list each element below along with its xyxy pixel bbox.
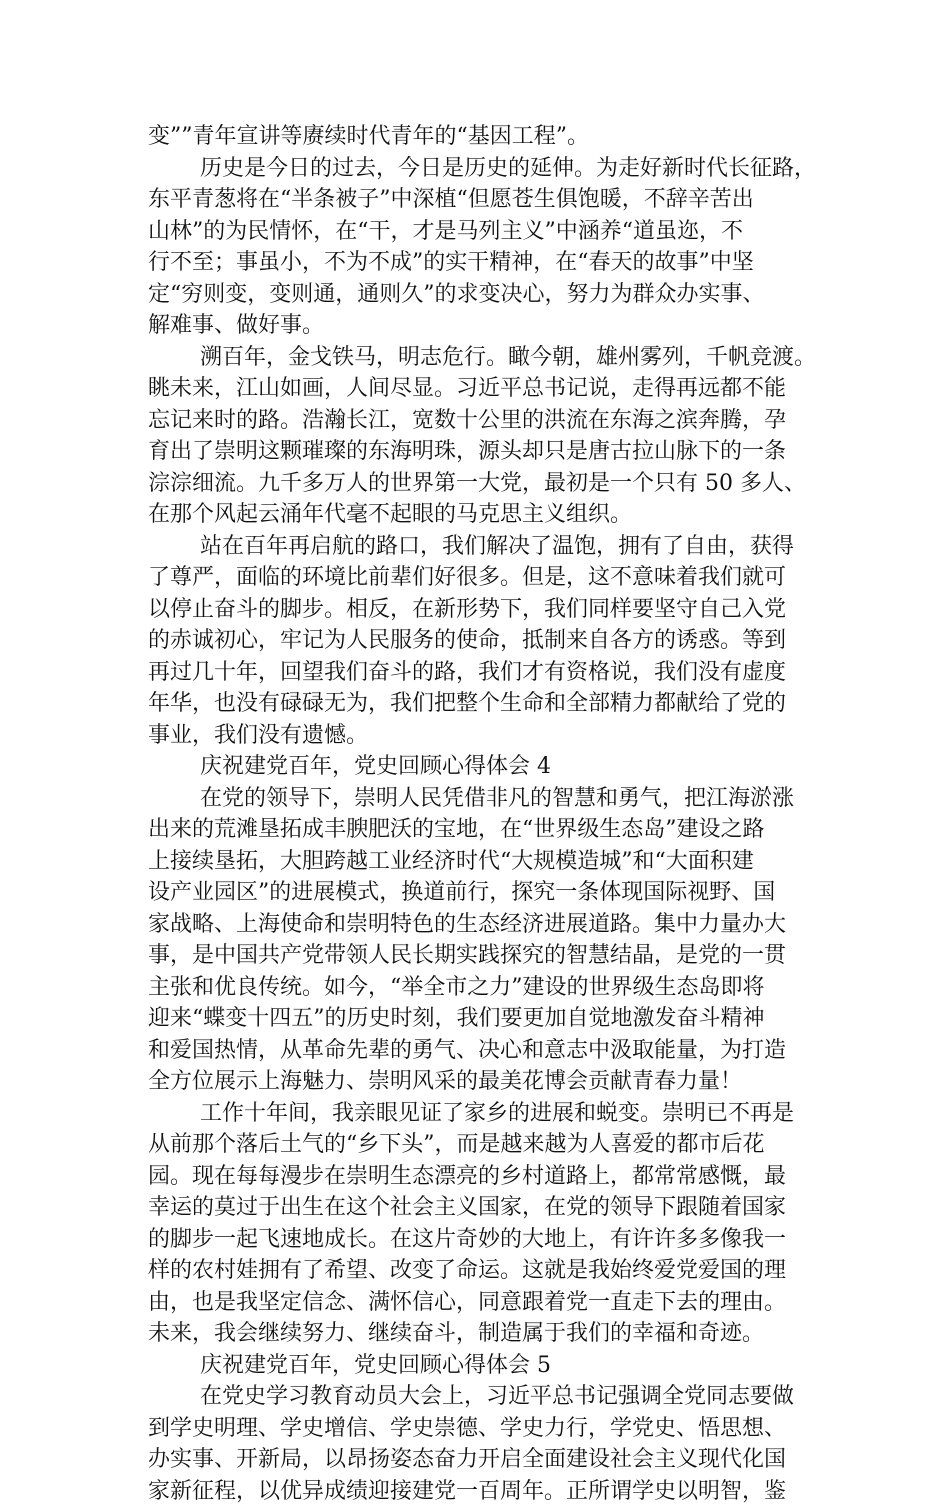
paragraph-line: 在党的领导下，崇明人民凭借非凡的智慧和勇气，把江海淤涨	[148, 783, 808, 815]
paragraph-line: 在党史学习教育动员大会上，习近平总书记强调全党同志要做	[148, 1381, 808, 1413]
body-paragraph	[148, 1098, 808, 1350]
paragraph-line: 溯百年，金戈铁马，明志危行。瞰今朝，雄州雾列，千帆竞渡。	[148, 342, 808, 374]
paragraph-line: 主张和优良传统。如今，“举全市之力”建设的世界级生态岛即将	[148, 972, 808, 1004]
paragraph-line: 年华，也没有碌碌无为，我们把整个生命和全部精力都献给了党的	[148, 688, 808, 720]
paragraph-line: 上接续垦拓，大胆跨越工业经济时代“大规模造城”和“大面积建	[148, 846, 808, 878]
paragraph-line: 忘记来时的路。浩瀚长江，宽数十公里的洪流在东海之滨奔腾，孕	[148, 405, 808, 437]
paragraph-line: 全方位展示上海魅力、崇明风采的最美花博会贡献青春力量！	[148, 1066, 808, 1098]
paragraph-line: 从前那个落后土气的“乡下头”，而是越来越为人喜爱的都市后花	[148, 1129, 808, 1161]
paragraph-line: 东平青葱将在“半条被子”中深植“但愿苍生俱饱暖，不辞辛苦出	[148, 184, 808, 216]
paragraph-line: 迎来“蝶变十四五”的历史时刻，我们要更加自觉地激发奋斗精神	[148, 1003, 808, 1035]
paragraph-line: 幸运的莫过于出生在这个社会主义国家，在党的领导下跟随着国家	[148, 1192, 808, 1224]
heading-text: 庆祝建党百年，党史回顾心得体会 5	[148, 1350, 808, 1382]
paragraph-line: 事，是中国共产党带领人民长期实践探究的智慧结晶，是党的一贯	[148, 940, 808, 972]
paragraph-line: 定“穷则变，变则通，通则久”的求变决心，努力为群众办实事、	[148, 279, 808, 311]
body-paragraph	[148, 342, 808, 531]
paragraph-line: 了尊严，面临的环境比前辈们好很多。但是，这不意味着我们就可	[148, 562, 808, 594]
document-page	[148, 121, 808, 1507]
paragraph-line: 事业，我们没有遗憾。	[148, 720, 808, 752]
paragraph-line: 园。现在每每漫步在崇明生态漂亮的乡村道路上，都常常感慨，最	[148, 1161, 808, 1193]
paragraph-line: 解难事、做好事。	[148, 310, 808, 342]
paragraph-line: 办实事、开新局，以昂扬姿态奋力开启全面建设社会主义现代化国	[148, 1444, 808, 1476]
paragraph-line: 和爱国热情，从革命先辈的勇气、决心和意志中汲取能量，为打造	[148, 1035, 808, 1067]
body-paragraph	[148, 153, 808, 342]
paragraph-line: 眺未来，江山如画，人间尽显。习近平总书记说，走得再远都不能	[148, 373, 808, 405]
body-paragraph	[148, 1381, 808, 1507]
body-paragraph	[148, 121, 808, 153]
paragraph-line: 由，也是我坚定信念、满怀信心，同意跟着党一直走下去的理由。	[148, 1287, 808, 1319]
body-paragraph	[148, 783, 808, 1098]
paragraph-line: 淙淙细流。九千多万人的世界第一大党，最初是一个只有 50 多人、	[148, 468, 808, 500]
paragraph-line: 设产业园区”的进展模式，换道前行，探究一条体现国际视野、国	[148, 877, 808, 909]
section-heading	[148, 1350, 808, 1382]
paragraph-line: 的赤诚初心，牢记为人民服务的使命，抵制来自各方的诱惑。等到	[148, 625, 808, 657]
paragraph-line: 到学史明理、学史增信、学史崇德、学史力行，学党史、悟思想、	[148, 1413, 808, 1445]
paragraph-line: 样的农村娃拥有了希望、改变了命运。这就是我始终爱党爱国的理	[148, 1255, 808, 1287]
paragraph-line: 未来，我会继续努力、继续奋斗，制造属于我们的幸福和奇迹。	[148, 1318, 808, 1350]
paragraph-line: 家新征程，以优异成绩迎接建党一百周年。正所谓学史以明智，鉴	[148, 1476, 808, 1507]
paragraph-line: 出来的荒滩垦拓成丰腴肥沃的宝地，在“世界级生态岛”建设之路	[148, 814, 808, 846]
paragraph-line: 站在百年再启航的路口，我们解决了温饱，拥有了自由，获得	[148, 531, 808, 563]
paragraph-line: 变””青年宣讲等赓续时代青年的“基因工程”。	[148, 121, 808, 153]
body-paragraph	[148, 531, 808, 752]
paragraph-line: 的脚步一起飞速地成长。在这片奇妙的大地上，有许许多多像我一	[148, 1224, 808, 1256]
heading-text: 庆祝建党百年，党史回顾心得体会 4	[148, 751, 808, 783]
paragraph-line: 以停止奋斗的脚步。相反，在新形势下，我们同样要坚守自己入党	[148, 594, 808, 626]
paragraph-line: 山林”的为民情怀，在“干，才是马列主义”中涵养“道虽迩，不	[148, 216, 808, 248]
paragraph-line: 育出了崇明这颗璀璨的东海明珠，源头却只是唐古拉山脉下的一条	[148, 436, 808, 468]
paragraph-line: 工作十年间，我亲眼见证了家乡的进展和蜕变。崇明已不再是	[148, 1098, 808, 1130]
paragraph-line: 历史是今日的过去，今日是历史的延伸。为走好新时代长征路，	[148, 153, 808, 185]
paragraph-line: 家战略、上海使命和崇明特色的生态经济进展道路。集中力量办大	[148, 909, 808, 941]
paragraph-line: 再过几十年，回望我们奋斗的路，我们才有资格说，我们没有虚度	[148, 657, 808, 689]
section-heading	[148, 751, 808, 783]
paragraph-line: 在那个风起云涌年代毫不起眼的马克思主义组织。	[148, 499, 808, 531]
paragraph-line: 行不至；事虽小，不为不成”的实干精神，在“春天的故事”中坚	[148, 247, 808, 279]
